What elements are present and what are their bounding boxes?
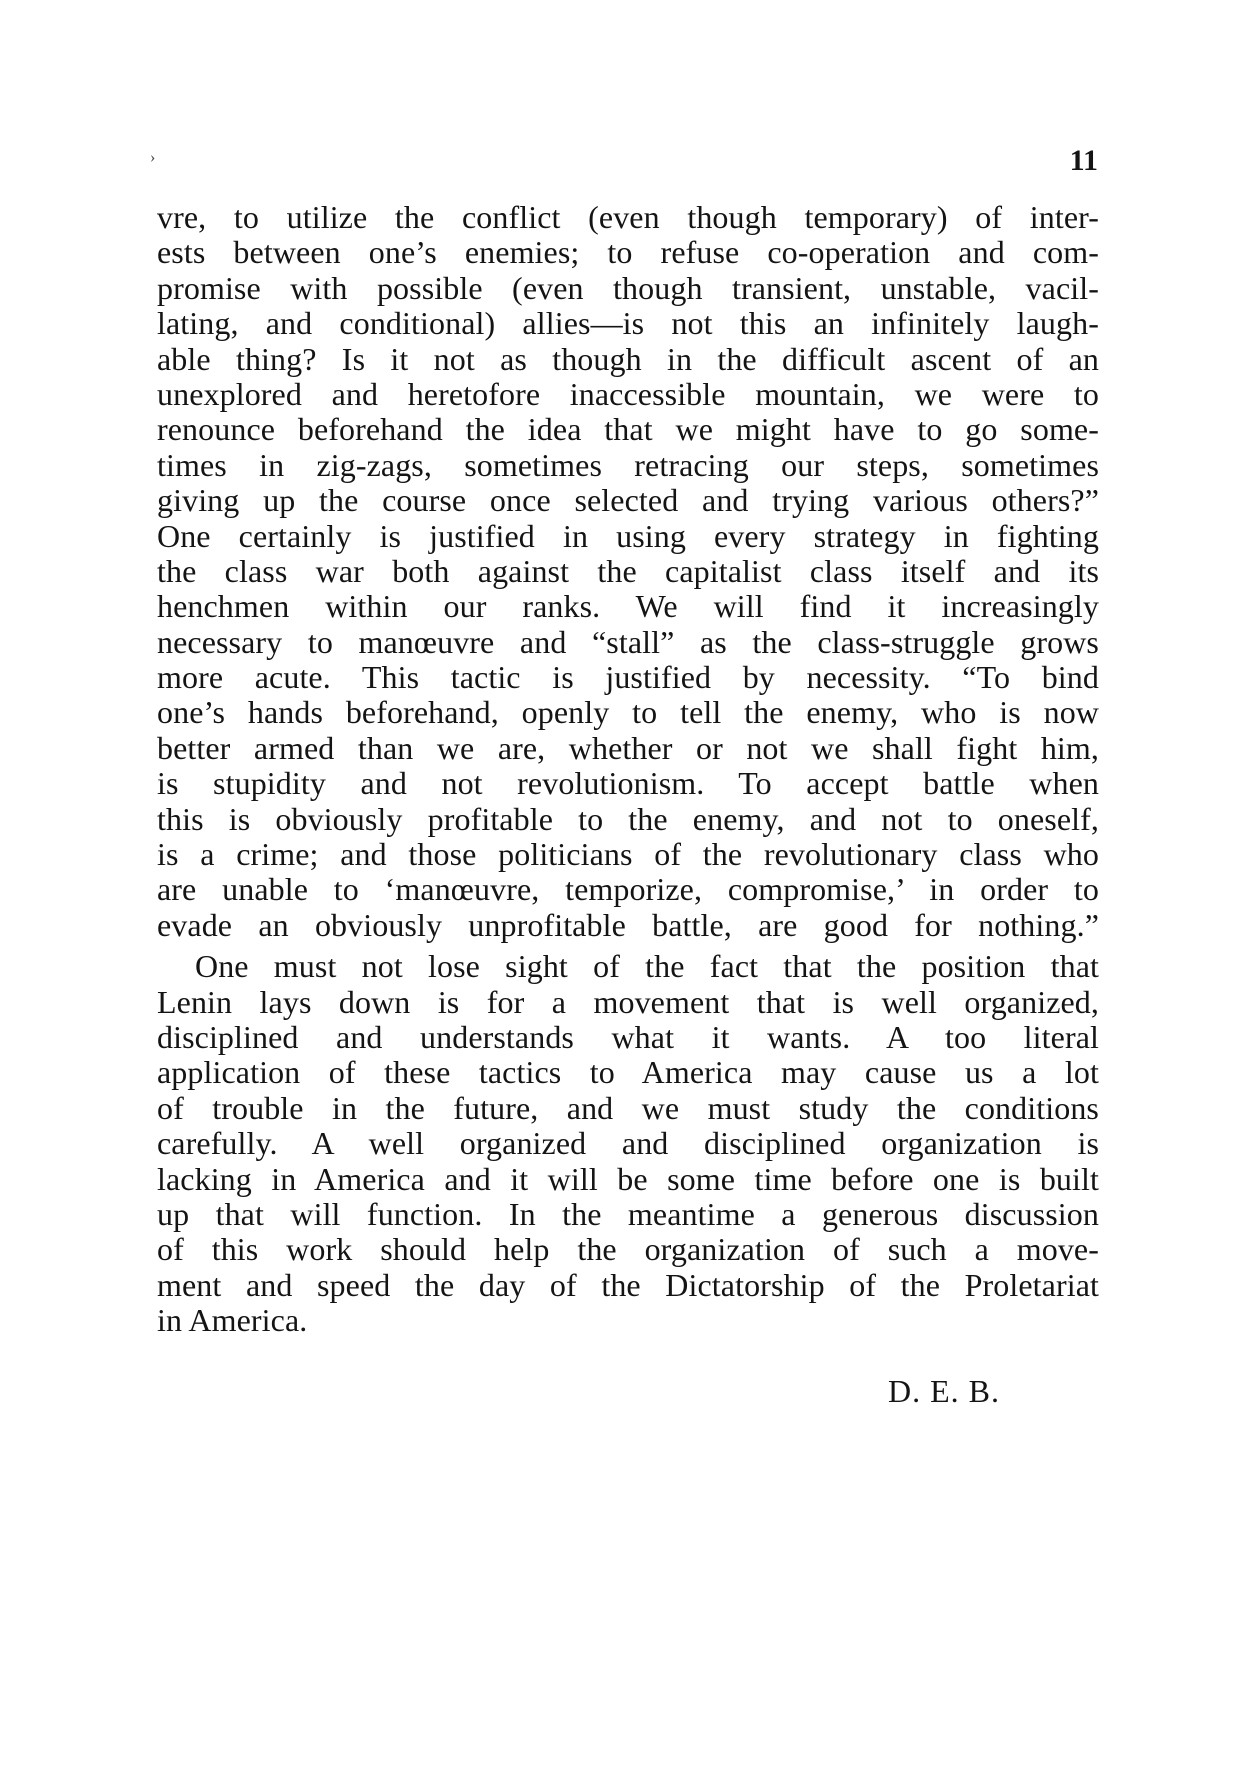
text-line: is stupidity and not revolutionism. To accept battle when: [157, 765, 1099, 802]
text-line: are unable to ‘manœuvre, temporize, compromise,’ in order to: [157, 871, 1099, 908]
text-line: better armed than we are, whether or not we shall fight him,: [157, 729, 1099, 766]
text-line: up that will function. In the meantime a generous discussion: [157, 1195, 1099, 1232]
text-line: unexplored and heretofore inaccessible mountain, we were to: [157, 375, 1099, 412]
page-number: 11: [1069, 144, 1098, 177]
text-line: henchmen within our ranks. We will find it increasingly: [157, 588, 1099, 625]
text-line: times in zig-zags, sometimes retracing our steps, sometimes: [157, 446, 1099, 483]
text-line: lating, and conditional) allies—is not this an infinitely laugh-: [157, 305, 1099, 342]
paragraph-1: [157, 200, 1099, 943]
text-line: necessary to manœuvre and “stall” as the class-struggle grows: [157, 623, 1099, 660]
text-line: of this work should help the organization of such a move-: [157, 1231, 1099, 1268]
text-line: Lenin lays down is for a movement that is well organized,: [157, 983, 1099, 1020]
text-line: able thing? Is it not as though in the difficult ascent of an: [157, 340, 1099, 377]
text-line: ests between one’s enemies; to refuse co-operation and com-: [157, 234, 1099, 271]
text-line: more acute. This tactic is justified by necessity. “To bind: [157, 659, 1099, 696]
signature-initials: D. E. B.: [888, 1373, 1000, 1409]
text-line: this is obviously profitable to the enemy, and not to oneself,: [157, 800, 1099, 837]
text-line: one’s hands beforehand, openly to tell the enemy, who is now: [157, 694, 1099, 731]
text-line: ment and speed the day of the Dictatorship of the Proletariat: [157, 1266, 1099, 1303]
text-line: vre, to utilize the conflict (even though temporary) of inter-: [157, 199, 1099, 235]
text-line: giving up the course once selected and trying various others?”: [157, 482, 1099, 519]
text-line: the class war both against the capitalist class itself and its: [157, 552, 1099, 589]
text-line: carefully. A well organized and disciplined organization is: [157, 1125, 1099, 1162]
text-line: is a crime; and those politicians of the revolutionary class who: [157, 836, 1099, 873]
text-line: One must not lose sight of the fact that the position that: [195, 948, 1099, 985]
body-text: [157, 200, 1099, 1339]
text-line: One certainly is justified in using every strategy in fighting: [157, 517, 1099, 554]
text-line: application of these tactics to America may cause us a lot: [157, 1054, 1099, 1091]
text-line: lacking in America and it will be some time before one is built: [157, 1160, 1099, 1197]
stray-ink-mark: ›: [150, 149, 156, 166]
text-line: in America.: [157, 1302, 308, 1339]
text-line: evade an obviously unprofitable battle, are good for nothing.”: [157, 906, 1099, 943]
paragraph-2: [157, 949, 1099, 1338]
text-line: of trouble in the future, and we must study the conditions: [157, 1089, 1099, 1126]
text-line: renounce beforehand the idea that we might have to go some-: [157, 411, 1099, 448]
text-line: disciplined and understands what it wants. A too literal: [157, 1018, 1099, 1055]
text-line: promise with possible (even though transient, unstable, vacil-: [157, 269, 1099, 306]
